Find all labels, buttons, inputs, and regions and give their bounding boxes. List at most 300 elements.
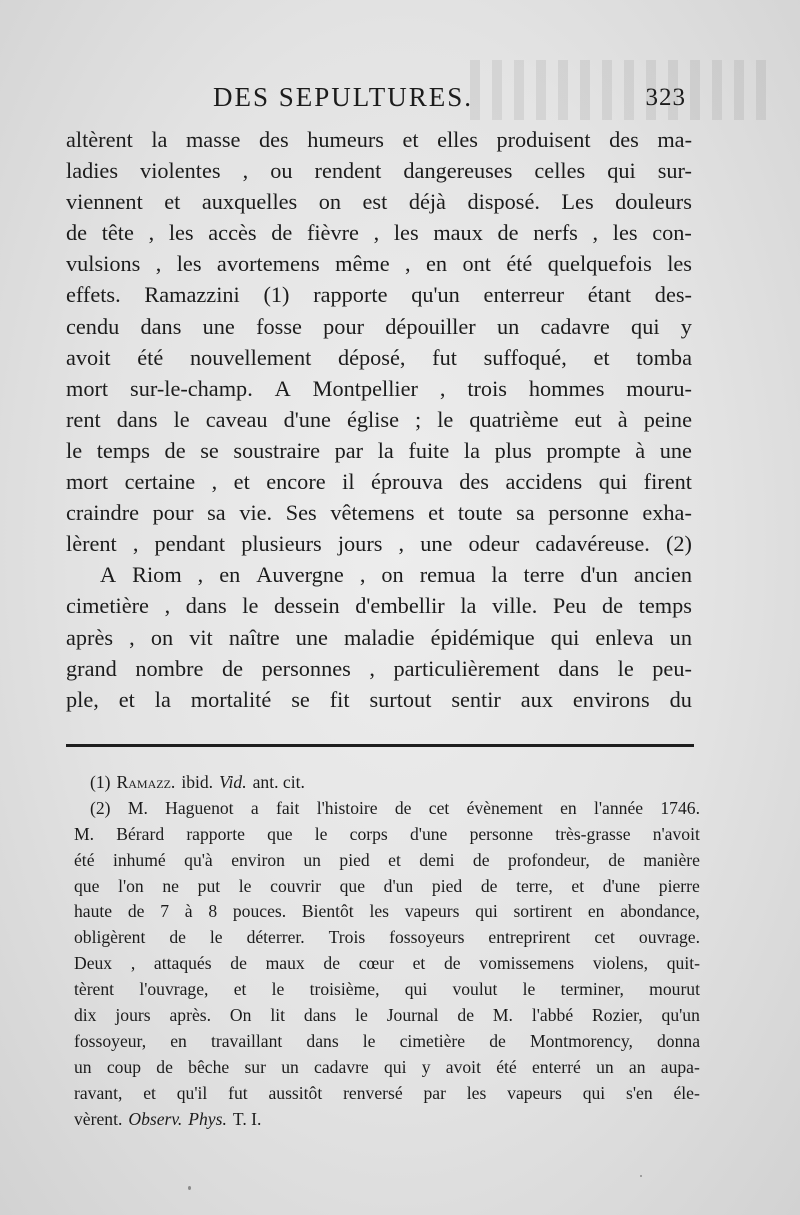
word: con- — [652, 220, 692, 246]
word: Journal — [386, 1005, 439, 1026]
word: coup — [106, 1056, 142, 1077]
word: odeur — [468, 531, 520, 557]
word: ple, — [66, 686, 99, 712]
word: rapporte — [186, 823, 245, 844]
word: Peu — [552, 593, 587, 619]
word: déterrer. — [246, 927, 305, 948]
word: le — [314, 823, 328, 844]
word: Haguenot — [165, 797, 234, 818]
word: qu'il — [176, 1082, 208, 1103]
word: 8 — [208, 901, 218, 922]
word: violentes — [140, 158, 221, 184]
word: éprouva — [370, 469, 443, 495]
word: le — [522, 979, 536, 1000]
word: , — [359, 562, 366, 588]
word: Bientôt — [301, 901, 354, 922]
word: firent — [643, 469, 692, 495]
word: attaqués — [153, 953, 212, 974]
word: , — [439, 375, 446, 401]
word: auxquelles — [201, 189, 298, 215]
body-line — [66, 559, 692, 590]
word: celles — [534, 158, 586, 184]
word: suffoqué, — [483, 344, 567, 370]
word: lèrent — [66, 531, 117, 557]
word: masse — [185, 127, 241, 152]
word: humeurs — [307, 127, 384, 152]
word: grand — [66, 655, 117, 681]
word: se — [200, 437, 219, 463]
word: aussitôt — [268, 1082, 323, 1103]
word: quelquefois — [547, 251, 652, 277]
word: l'on — [118, 875, 144, 896]
word: de — [457, 1005, 474, 1026]
word: Ses — [285, 500, 317, 526]
word: de — [443, 953, 461, 974]
word: un — [303, 849, 321, 870]
word: pierre — [658, 875, 700, 896]
word: d'une — [409, 823, 448, 844]
body-line — [66, 155, 692, 186]
word: , — [197, 562, 204, 588]
word: l'histoire — [316, 797, 378, 818]
word: n'avoit — [652, 823, 700, 844]
page-number: 323 — [645, 84, 686, 111]
word: on — [150, 624, 174, 650]
word: elles — [437, 127, 478, 152]
word: la — [463, 437, 480, 463]
word: la — [151, 127, 168, 152]
word: renversé — [343, 1082, 403, 1103]
body-line — [66, 311, 692, 342]
word: le — [238, 875, 252, 896]
word: et — [233, 469, 250, 495]
word: la — [377, 437, 394, 463]
word: on — [381, 562, 404, 588]
word: , — [155, 251, 162, 277]
word: toute — [457, 500, 503, 526]
main-text-block — [66, 124, 692, 715]
word: de — [608, 849, 625, 870]
word: put — [197, 875, 221, 896]
word: nerfs — [533, 220, 578, 246]
word: ; — [415, 406, 422, 432]
word: dans — [116, 406, 158, 432]
word: dessein — [274, 593, 340, 619]
word: en — [587, 901, 605, 922]
body-line — [66, 373, 692, 404]
word: les — [612, 220, 638, 246]
word: caveau — [205, 406, 268, 432]
word: A — [274, 375, 291, 401]
word: , — [398, 531, 405, 557]
word: Trois — [328, 927, 366, 948]
word: a — [250, 797, 259, 818]
word: été — [506, 251, 533, 277]
word: certaine — [124, 469, 196, 495]
word: vêtemens — [330, 500, 415, 526]
word: donna — [657, 1030, 700, 1051]
word: peu- — [652, 655, 692, 681]
word: environ — [231, 849, 285, 870]
word: ladies — [66, 158, 119, 184]
word: abondance, — [620, 901, 700, 922]
word: été — [74, 849, 95, 870]
word: cimetière — [66, 593, 149, 619]
word: , — [373, 220, 380, 246]
word: en — [219, 562, 241, 588]
word: pendant — [154, 531, 226, 557]
word: le — [242, 593, 259, 619]
word: disposé. — [467, 189, 540, 215]
word: M. — [74, 823, 95, 844]
word: Bérard — [116, 823, 165, 844]
body-line — [66, 248, 692, 279]
paper-speck — [640, 1175, 642, 1177]
word: de — [489, 1030, 506, 1051]
word: dépouiller — [385, 313, 476, 339]
footnote-ibid: ibid. — [181, 772, 214, 792]
word: y — [680, 313, 692, 339]
word: demi — [419, 849, 455, 870]
footnote-2-line — [74, 796, 700, 822]
word: pouces. — [232, 901, 287, 922]
word: des — [609, 127, 639, 152]
word: la — [154, 686, 171, 712]
word: ont — [462, 251, 491, 277]
word: vapeurs — [404, 901, 460, 922]
word: la — [460, 593, 477, 619]
body-line — [66, 435, 692, 466]
word: de — [323, 953, 340, 974]
word: été — [137, 344, 164, 370]
word: fut — [432, 344, 457, 370]
word: vie. — [239, 500, 273, 526]
word: et — [412, 953, 426, 974]
word: de — [230, 953, 247, 974]
word: et — [164, 189, 181, 215]
word: que — [74, 875, 100, 896]
word: les — [369, 901, 389, 922]
word: qui — [550, 624, 580, 650]
word: fièvre — [306, 220, 359, 246]
word: les — [176, 251, 202, 277]
word: cadavre — [314, 1056, 369, 1077]
word: sortirent — [513, 901, 573, 922]
word: mortalité — [190, 686, 272, 712]
word: aux — [520, 686, 553, 712]
word: en — [170, 1030, 187, 1051]
word: les — [466, 1082, 487, 1103]
word: Auvergne — [256, 562, 344, 588]
word: par — [423, 1082, 446, 1103]
word: qui — [598, 469, 628, 495]
word: pied — [431, 875, 463, 896]
word: personne — [548, 500, 629, 526]
word: un — [281, 1056, 299, 1077]
word: Les — [561, 189, 594, 215]
word: terminer, — [560, 979, 624, 1000]
word: est — [362, 189, 388, 215]
word: , — [148, 220, 155, 246]
word: trois — [467, 375, 507, 401]
word: de — [394, 797, 412, 818]
body-line — [66, 404, 692, 435]
word: une — [420, 531, 453, 557]
word: Ramazzini — [144, 282, 240, 308]
word: M. — [492, 1005, 513, 1026]
word: Montpellier — [312, 375, 418, 401]
word: fosse — [256, 313, 302, 339]
footnote-2-volume: T. I. — [232, 1108, 262, 1129]
word: , — [405, 251, 411, 277]
word: terre, — [516, 875, 553, 896]
word: par — [334, 437, 364, 463]
word: les — [168, 220, 194, 246]
word: un — [669, 624, 692, 650]
running-title: DES SEPULTURES. — [213, 82, 474, 112]
word: un — [596, 1056, 614, 1077]
word: enterré — [531, 1056, 581, 1077]
word: le — [437, 406, 454, 432]
word: cet — [594, 927, 615, 948]
body-line — [66, 186, 692, 217]
footnote-1 — [74, 770, 700, 796]
word: Riom — [132, 562, 182, 588]
word: même — [335, 251, 390, 277]
body-line — [66, 497, 692, 528]
word: d'un — [383, 875, 414, 896]
word: été — [496, 1056, 517, 1077]
word: vulsions — [66, 251, 141, 277]
word: le — [355, 1005, 368, 1026]
word: surtout — [369, 686, 432, 712]
word: ma- — [657, 127, 692, 152]
word: produisent — [496, 127, 591, 152]
word: sur- — [657, 158, 692, 184]
word: éle- — [673, 1082, 700, 1103]
word: et — [118, 686, 135, 712]
word: , — [130, 953, 136, 974]
word: temps — [638, 593, 692, 619]
word: qui — [475, 901, 498, 922]
word: dangereuses — [403, 158, 513, 184]
word: fossoyeurs — [389, 927, 465, 948]
word: environs — [572, 686, 650, 712]
word: à — [617, 406, 628, 432]
word: profondeur, — [507, 849, 590, 870]
word: couvrir — [270, 875, 321, 896]
word: de — [169, 927, 186, 948]
word: de — [480, 875, 498, 896]
word: plusieurs — [241, 531, 322, 557]
word: avoit — [445, 1056, 481, 1077]
word: (2) — [665, 531, 692, 557]
word: une — [295, 624, 328, 650]
word: en — [425, 251, 448, 277]
word: après — [66, 624, 114, 650]
word: à — [184, 901, 193, 922]
word: rendent — [314, 158, 382, 184]
word: et — [143, 1082, 156, 1103]
word: eut — [574, 406, 602, 432]
word: cimetière — [399, 1030, 466, 1051]
footnote-2-line — [74, 925, 700, 951]
word: et — [402, 127, 419, 152]
word: et — [388, 849, 401, 870]
word: violens, — [592, 953, 649, 974]
word: qui — [582, 1082, 606, 1103]
word: A — [100, 562, 117, 588]
word: fut — [228, 1082, 248, 1103]
word: plus — [494, 437, 532, 463]
footnotes-block — [74, 770, 700, 1132]
word: des — [459, 469, 489, 495]
word: encore — [266, 469, 326, 495]
word: évènement — [466, 797, 543, 818]
word: fuite — [408, 437, 450, 463]
word: église — [346, 406, 399, 432]
word: les — [667, 251, 692, 277]
body-line — [66, 466, 692, 497]
word: particulièrement — [393, 655, 540, 681]
word: rent — [66, 406, 101, 432]
word: , — [129, 624, 135, 650]
footnote-2-line — [74, 951, 700, 977]
word: s'en — [626, 1082, 653, 1103]
word: mort — [66, 375, 109, 401]
word: de — [497, 220, 519, 246]
word: pour — [323, 313, 365, 339]
word: , — [211, 469, 218, 495]
word: de — [222, 655, 244, 681]
word: (1) — [263, 282, 290, 308]
word: jours — [337, 531, 383, 557]
word: enterreur — [483, 282, 565, 308]
word: maux — [433, 220, 483, 246]
word: On — [229, 1005, 252, 1026]
word: nombre — [135, 655, 204, 681]
word: que — [267, 823, 293, 844]
word: haute — [74, 901, 113, 922]
word: corps — [349, 823, 388, 844]
word: fait — [275, 797, 300, 818]
word: mourut — [649, 979, 700, 1000]
word: une — [659, 437, 692, 463]
word: l'année — [593, 797, 644, 818]
word: fit — [329, 686, 350, 712]
word: de — [602, 593, 624, 619]
word: le — [617, 655, 634, 681]
word: inhumé — [112, 849, 166, 870]
word: vomissemens — [479, 953, 575, 974]
word: , — [592, 220, 599, 246]
footnote-2-line — [74, 874, 700, 900]
word: 1746. — [660, 797, 700, 818]
word: cœur — [358, 953, 394, 974]
word: sur-le-champ. — [130, 375, 253, 401]
footnote-separator-rule — [66, 744, 694, 747]
word: (2) — [90, 797, 111, 818]
word: maux — [265, 953, 305, 974]
body-line — [66, 124, 692, 155]
word: dix — [74, 1005, 97, 1026]
word: aupa- — [660, 1056, 700, 1077]
word: la — [491, 562, 508, 588]
word: sentir — [451, 686, 501, 712]
word: ville. — [492, 593, 538, 619]
word: travaillant — [210, 1030, 283, 1051]
word: sa — [516, 500, 535, 526]
word: y — [421, 1056, 431, 1077]
footnote-2-line — [74, 977, 700, 1003]
word: du — [669, 686, 692, 712]
body-line — [66, 342, 692, 373]
word: temps — [96, 437, 150, 463]
word: pied — [339, 849, 370, 870]
word: qui — [404, 979, 428, 1000]
word: pour — [152, 500, 194, 526]
word: le — [173, 406, 190, 432]
word: avortemens — [216, 251, 320, 277]
word: vapeurs — [507, 1082, 562, 1103]
word: , — [164, 593, 171, 619]
body-line — [66, 590, 692, 621]
word: douleurs — [615, 189, 692, 215]
word: de — [164, 437, 186, 463]
word: l'ouvrage, — [139, 979, 209, 1000]
footnote-2-last-start: vèrent. — [74, 1108, 123, 1129]
word: cadavéreuse. — [535, 531, 650, 557]
word: fossoyeur, — [74, 1030, 147, 1051]
word: que — [339, 875, 366, 896]
word: ne — [162, 875, 179, 896]
word: , — [242, 158, 249, 184]
word: viennent — [66, 189, 143, 215]
word: épidémique — [430, 624, 535, 650]
word: maladie — [344, 624, 415, 650]
word: les — [393, 220, 419, 246]
word: mort — [66, 469, 109, 495]
word: cet — [428, 797, 450, 818]
word: altèrent — [66, 127, 133, 152]
word: manière — [643, 849, 700, 870]
word: cadavre — [540, 313, 610, 339]
word: qui — [384, 1056, 407, 1077]
word: dans — [558, 655, 600, 681]
word: et — [571, 875, 585, 896]
word: vit — [189, 624, 213, 650]
word: une — [202, 313, 235, 339]
word: de — [127, 901, 145, 922]
body-line — [66, 684, 692, 715]
word: dans — [306, 1030, 339, 1051]
word: le — [362, 1030, 376, 1051]
word: des- — [654, 282, 692, 308]
footnote-2-line — [74, 899, 700, 925]
word: dans — [185, 593, 227, 619]
word: très-grasse — [555, 823, 631, 844]
word: qui — [607, 158, 636, 184]
word: de — [271, 220, 293, 246]
word: de — [66, 220, 88, 246]
footnote-2-last-line — [74, 1107, 700, 1133]
body-line — [66, 528, 692, 559]
word: et — [428, 500, 445, 526]
word: , — [132, 531, 139, 557]
word: sur — [244, 1056, 266, 1077]
word: accidens — [505, 469, 583, 495]
word: sa — [207, 500, 226, 526]
